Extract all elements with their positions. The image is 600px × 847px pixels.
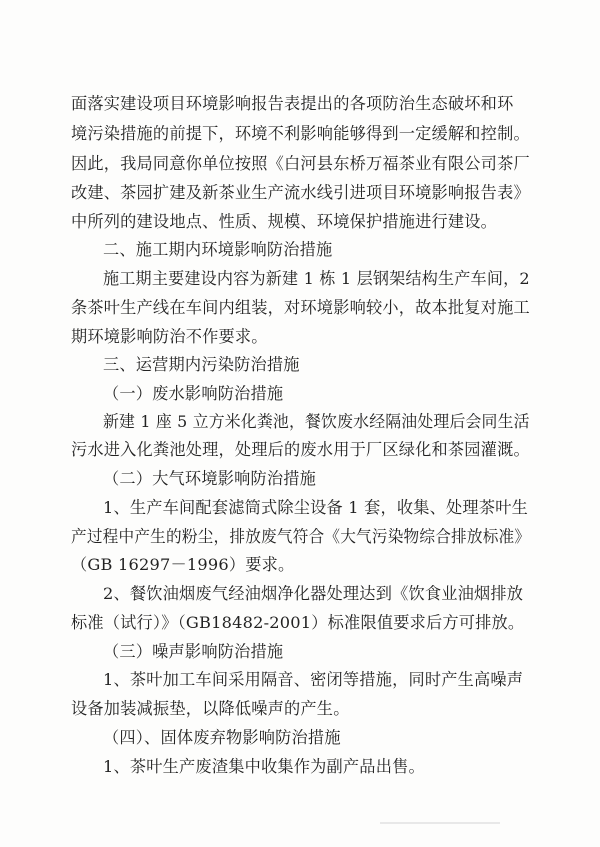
text-line: 面落实建设项目环境影响报告表提出的各项防治生态破坏和环 xyxy=(71,94,514,113)
text-line: 1、茶叶加工车间采用隔音、密闭等措施，同时产生高噪声 xyxy=(103,670,524,689)
text-line: 1、生产车间配套滤筒式除尘设备 1 套，收集、处理茶叶生 xyxy=(103,498,528,517)
subsection-heading: （四）、固体废弃物影响防治措施 xyxy=(103,728,341,747)
section-heading: 三、运营期内污染防治措施 xyxy=(103,355,300,374)
text-line: （GB 16297－1996）要求。 xyxy=(71,555,295,574)
text-line: 产过程中产生的粉尘，排放废气符合《大气污染物综合排放标准》 xyxy=(71,527,531,546)
text-line: 条茶叶生产线在车间内组装，对环境影响较小，故本批复对施工 xyxy=(71,298,530,317)
text-line: 新建 1 座 5 立方米化粪池，餐饮废水经隔油处理后会同生活 xyxy=(103,412,530,431)
subsection-heading: （一）废水影响防治措施 xyxy=(103,384,284,403)
text-line: 期环境影响防治不作要求。 xyxy=(71,327,268,346)
text-line: 施工期主要建设内容为新建 1 栋 1 层钢架结构生产车间，2 xyxy=(103,269,530,288)
text-line: 因此，我局同意你单位按照《白河县东桥万福茶业有限公司茶厂 xyxy=(71,154,530,173)
section-heading: 二、施工期内环境影响防治措施 xyxy=(103,240,333,259)
text-line: 中所列的建设地点、性质、规模、环境保护措施进行建设。 xyxy=(71,212,498,231)
text-line: 1、茶叶生产废渣集中收集作为副产品出售。 xyxy=(103,757,425,776)
subsection-heading: （三）噪声影响防治措施 xyxy=(103,642,284,661)
text-line: 设备加装减振垫，以降低噪声的产生。 xyxy=(71,699,350,718)
text-line: 改建、茶园扩建及新茶业生产流水线引进项目环境影响报告表》 xyxy=(71,183,530,202)
text-line: 境污染措施的前提下，环境不利影响能够得到一定缓解和控制。 xyxy=(71,124,530,143)
text-line: 2、餐饮油烟废气经油烟净化器处理达到《饮食业油烟排放 xyxy=(103,584,524,603)
scan-artifact xyxy=(380,822,500,824)
text-line: 污水进入化粪池处理，处理后的废水用于厂区绿化和茶园灌溉。 xyxy=(71,440,530,459)
text-line: 标准（试行）》（GB18482-2001）标准限值要求后方可排放。 xyxy=(71,613,525,632)
subsection-heading: （二）大气环境影响防治措施 xyxy=(103,469,317,488)
